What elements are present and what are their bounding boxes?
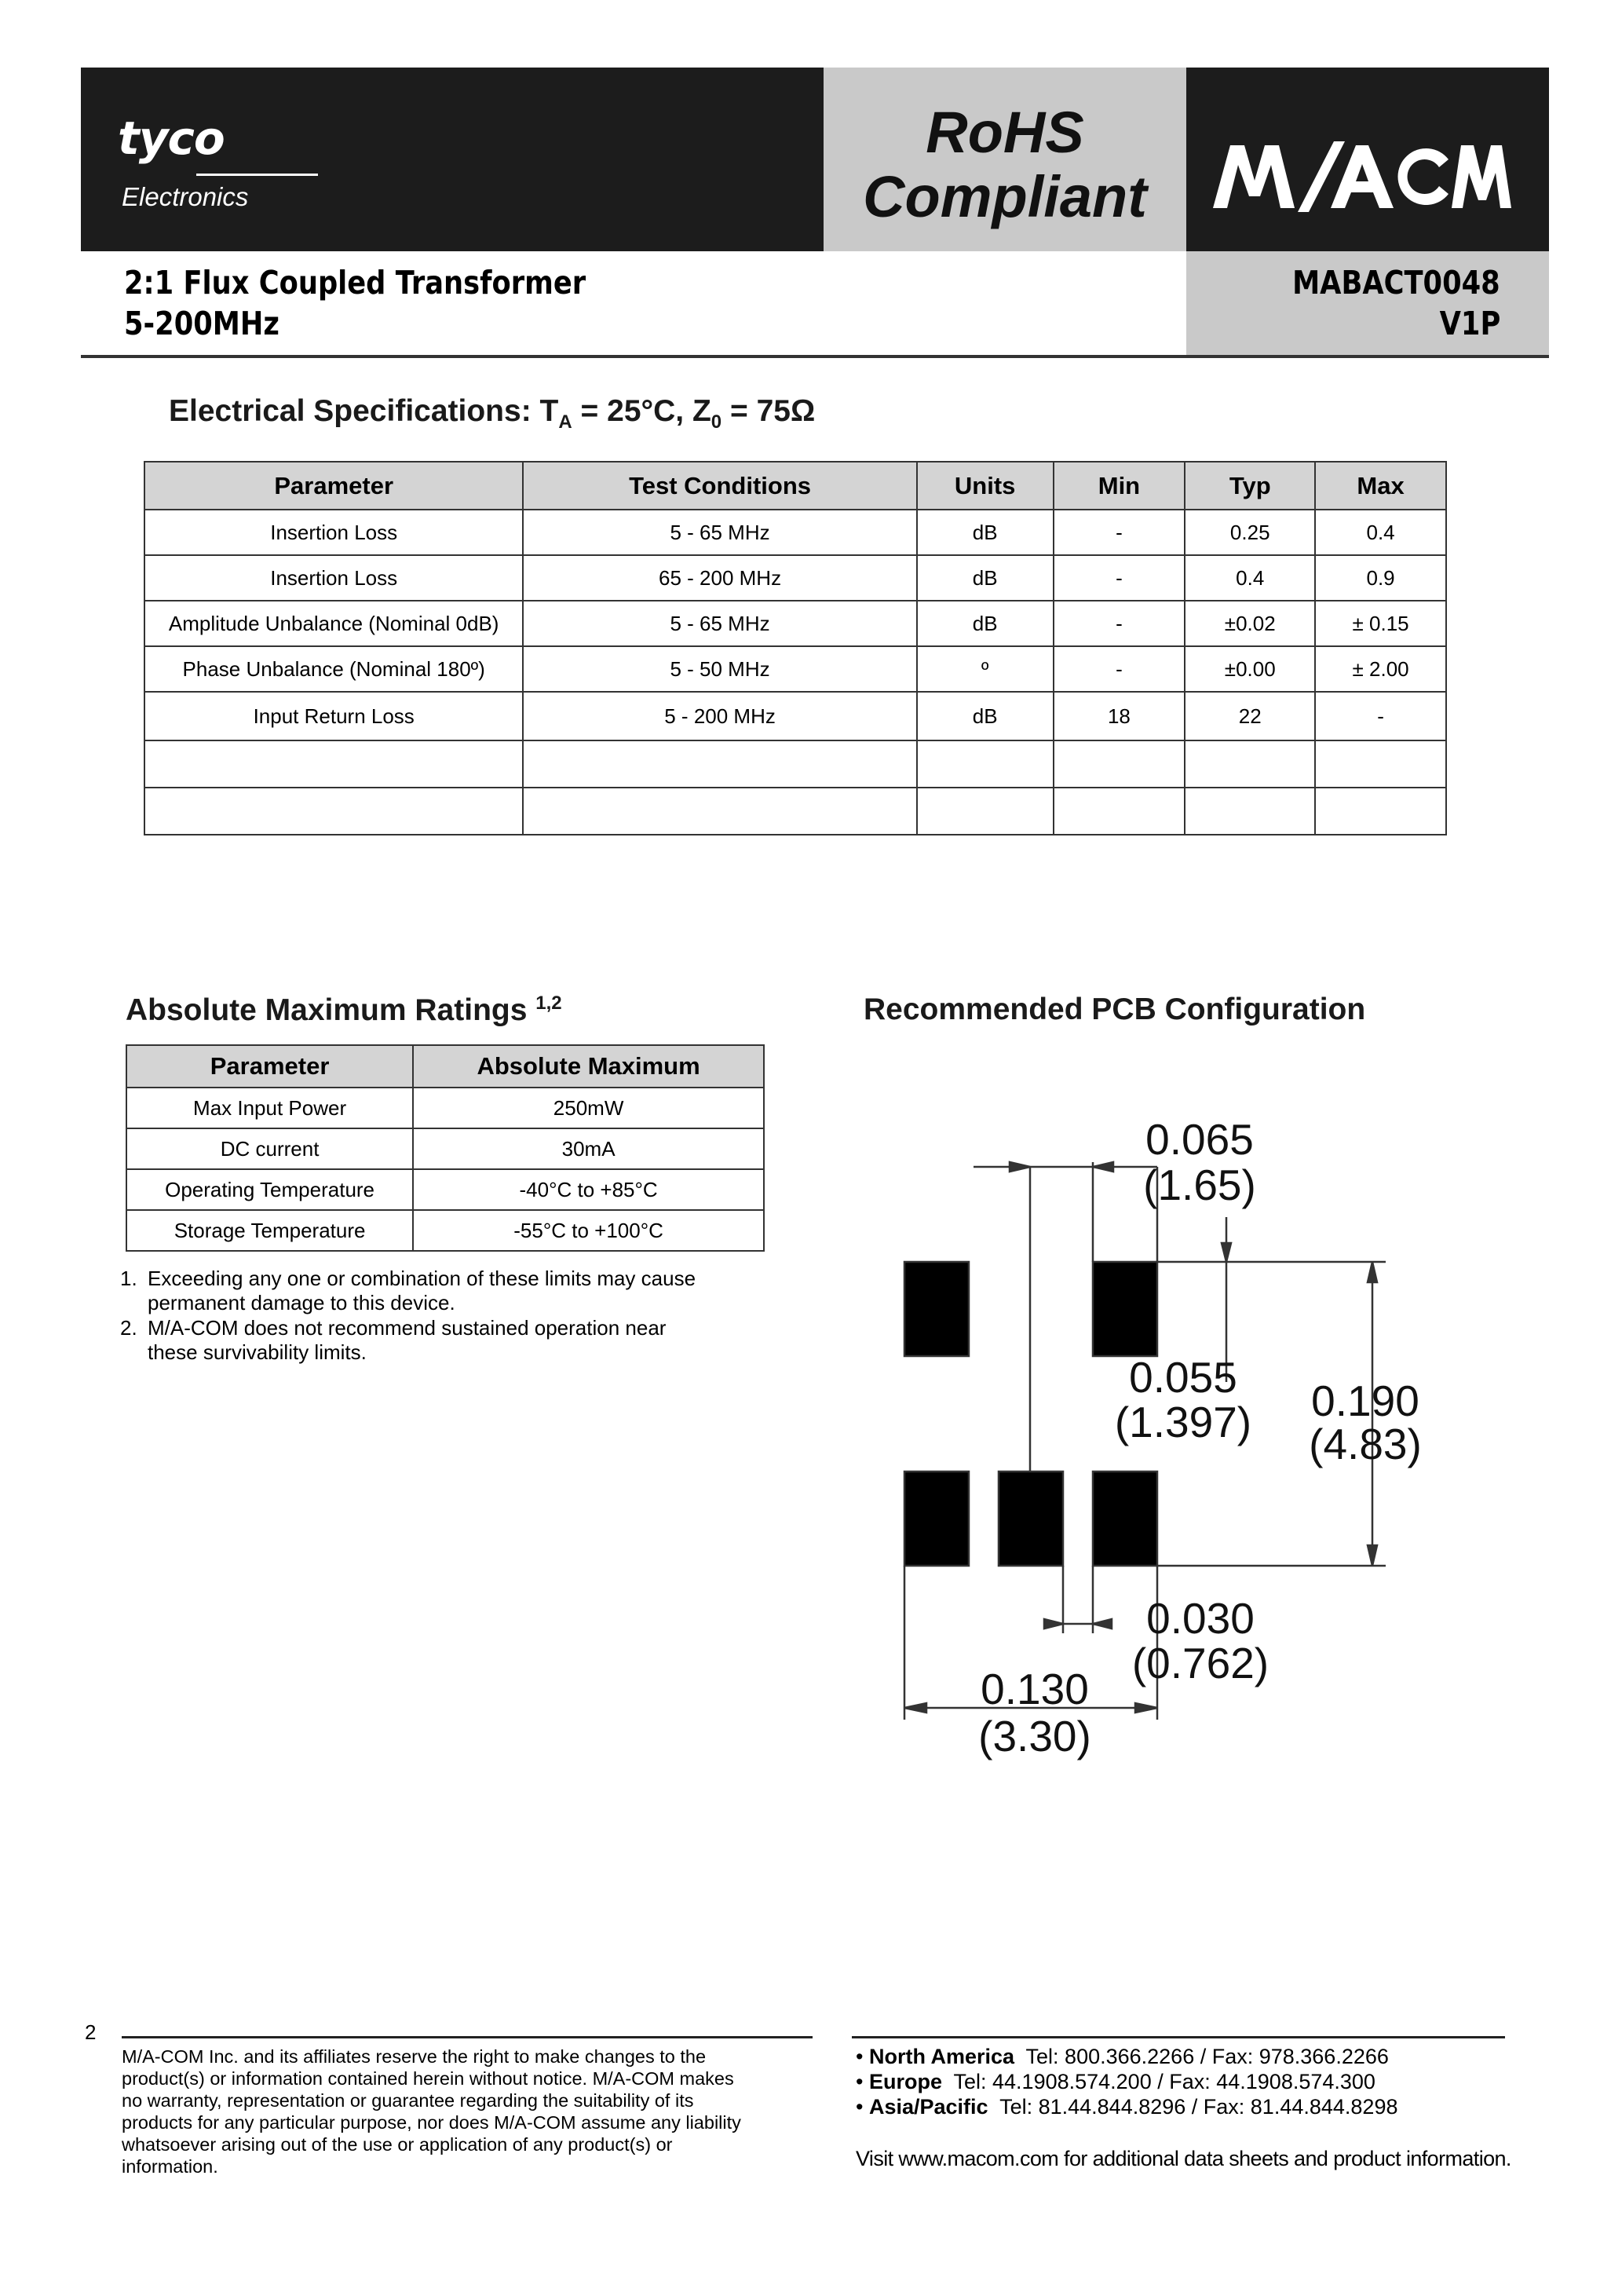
table-cell: - (1054, 646, 1185, 692)
dim-pad-width-in: 0.065 (1145, 1115, 1254, 1164)
footnote-text: these survivability limits. (148, 1340, 367, 1364)
title-divider (81, 355, 1549, 358)
dim-spacing-mm: (0.762) (1131, 1639, 1269, 1687)
table-cell: DC current (126, 1128, 413, 1169)
table-cell (1185, 740, 1315, 788)
table-header-row (126, 1045, 764, 1088)
version: V1P (1439, 305, 1500, 342)
table-cell (144, 788, 523, 835)
column-header: Parameter (126, 1045, 413, 1088)
table-cell (917, 788, 1054, 835)
contact-details: Tel: 81.44.844.8296 / Fax: 81.44.844.8298 (999, 2095, 1398, 2119)
pcb-pad (1093, 1472, 1157, 1566)
dim-spacing-in: 0.030 (1146, 1594, 1255, 1643)
column-header: Parameter (144, 462, 523, 510)
electrical-specs-table (144, 461, 1447, 835)
table-cell (1054, 740, 1185, 788)
table-cell: 18 (1054, 692, 1185, 740)
table-cell (1185, 788, 1315, 835)
part-number: MABACT0048 (1292, 264, 1500, 302)
table-cell: dB (917, 510, 1054, 555)
table-cell: dB (917, 692, 1054, 740)
abs-max-heading: Absolute Maximum Ratings $^{1,2}$ (126, 993, 562, 1027)
table-cell (917, 740, 1054, 788)
disclaimer-line: no warranty, representation or guarantee regarding the suitability of its (122, 2090, 694, 2111)
disclaimer-line: information. (122, 2156, 218, 2177)
table-cell (144, 740, 523, 788)
disclaimer-line: products for any particular purpose, nor does M/A-COM assume any liability (122, 2112, 741, 2133)
rohs-badge-line1: RoHS (926, 100, 1084, 165)
table-cell: Insertion Loss (144, 555, 523, 601)
table-cell: 5 - 200 MHz (523, 692, 916, 740)
footnote-2 (120, 1316, 667, 1364)
table-cell: 65 - 200 MHz (523, 555, 916, 601)
table-row (126, 1088, 764, 1128)
table-cell: 5 - 65 MHz (523, 601, 916, 646)
column-header: Absolute Maximum (413, 1045, 764, 1088)
table-cell: 0.25 (1185, 510, 1315, 555)
tyco-logo-rule (196, 174, 318, 176)
pcb-config-heading: Recommended PCB Configuration (864, 993, 1366, 1026)
table-cell: Operating Temperature (126, 1169, 413, 1210)
contact-region: Asia/Pacific (868, 2095, 988, 2119)
table-cell: 250mW (413, 1088, 764, 1128)
table-cell: Amplitude Unbalance (Nominal 0dB) (144, 601, 523, 646)
page-number: 2 (85, 2020, 97, 2044)
macom-logo (1213, 137, 1511, 216)
table-cell: 0.4 (1315, 510, 1446, 555)
dim-pad-width-mm: (1.65) (1143, 1161, 1256, 1209)
table-cell: ±0.00 (1185, 646, 1315, 692)
table-cell: º (917, 646, 1054, 692)
rohs-badge-line2: Compliant (863, 164, 1147, 229)
footnote-text: M/A-COM does not recommend sustained operation near (148, 1316, 667, 1340)
table-row (144, 646, 1446, 692)
column-header: Typ (1185, 462, 1315, 510)
table-cell: 5 - 50 MHz (523, 646, 916, 692)
dim-pad-gap-in: 0.055 (1129, 1353, 1237, 1402)
pcb-pad (999, 1472, 1063, 1566)
dim-height-in: 0.190 (1311, 1377, 1419, 1425)
table-row (144, 601, 1446, 646)
table-cell: - (1315, 692, 1446, 740)
table-row-empty (144, 788, 1446, 835)
table-cell: ± 0.15 (1315, 601, 1446, 646)
table-cell: ± 2.00 (1315, 646, 1446, 692)
electrical-specs-heading: Electrical Specifications: $T_A = 25^\circ C$, $Z_0 = 75\Omega$ (169, 394, 816, 433)
legal-disclaimer (122, 2046, 805, 2177)
table-row (144, 555, 1446, 601)
table-row (126, 1210, 764, 1251)
table-cell: Phase Unbalance (Nominal 180º) (144, 646, 523, 692)
dim-overall-in: 0.130 (981, 1665, 1089, 1713)
pcb-pad (904, 1262, 969, 1356)
column-header: Min (1054, 462, 1185, 510)
dim-height-mm: (4.83) (1309, 1420, 1422, 1468)
contact-region: North America (868, 2045, 1015, 2068)
table-cell (1054, 788, 1185, 835)
table-row (126, 1169, 764, 1210)
footnote-number: 1. (120, 1267, 137, 1290)
table-cell: Max Input Power (126, 1088, 413, 1128)
table-cell: Storage Temperature (126, 1210, 413, 1251)
tyco-logo-subtitle: Electronics (122, 182, 249, 211)
contact-region: Europe (868, 2070, 942, 2093)
table-cell: 30mA (413, 1128, 764, 1169)
table-cell: Insertion Loss (144, 510, 523, 555)
table-cell (1315, 788, 1446, 835)
table-row (144, 510, 1446, 555)
table-cell (523, 740, 916, 788)
dim-overall-mm: (3.30) (978, 1712, 1091, 1760)
table-cell: - (1054, 601, 1185, 646)
abs-max-table (126, 1044, 765, 1252)
table-cell: -55°C to +100°C (413, 1210, 764, 1251)
table-cell: Input Return Loss (144, 692, 523, 740)
contact-details: Tel: 44.1908.574.200 / Fax: 44.1908.574.300 (953, 2070, 1375, 2093)
table-cell: 0.9 (1315, 555, 1446, 601)
contact-asia-pacific: • Asia/Pacific Tel: 81.44.844.8296 / Fax: 81.44.844.8298 (856, 2095, 1398, 2119)
disclaimer-line: M/A-COM Inc. and its affiliates reserve the right to make changes to the (122, 2046, 707, 2067)
table-cell (1315, 740, 1446, 788)
rohs-badge (824, 101, 1186, 229)
table-cell: ±0.02 (1185, 601, 1315, 646)
contact-details: Tel: 800.366.2266 / Fax: 978.366.2266 (1025, 2045, 1389, 2068)
contact-europe: • Europe Tel: 44.1908.574.200 / Fax: 44.1908.574.300 (856, 2070, 1375, 2093)
table-cell: dB (917, 601, 1054, 646)
table-cell: dB (917, 555, 1054, 601)
footer-divider-right (852, 2036, 1505, 2038)
disclaimer-line: whatsoever arising out of the use or application of any product(s) or (122, 2134, 673, 2155)
table-row (144, 692, 1446, 740)
footnote-text: permanent damage to this device. (148, 1291, 455, 1314)
pcb-pad (904, 1472, 969, 1566)
contact-north-america: • North America Tel: 800.366.2266 / Fax: 978.366.2266 (856, 2045, 1389, 2068)
tyco-logo: tyco (118, 112, 225, 165)
footnote-text: Exceeding any one or combination of these limits may cause (148, 1267, 696, 1290)
table-cell: - (1054, 510, 1185, 555)
dim-pad-gap-mm: (1.397) (1114, 1398, 1252, 1446)
table-row-empty (144, 740, 1446, 788)
table-header-row (144, 462, 1446, 510)
column-header: Test Conditions (523, 462, 916, 510)
table-cell: 0.4 (1185, 555, 1315, 601)
footer-divider-left (122, 2036, 813, 2038)
footnote-1 (120, 1267, 696, 1314)
table-cell: -40°C to +85°C (413, 1169, 764, 1210)
product-title: 2:1 Flux Coupled Transformer (124, 264, 586, 302)
column-header: Units (917, 462, 1054, 510)
pcb-pad (1093, 1262, 1157, 1356)
disclaimer-line: product(s) or information contained herein without notice. M/A-COM makes (122, 2068, 734, 2089)
table-cell: - (1054, 555, 1185, 601)
table-row (126, 1128, 764, 1169)
table-cell (523, 788, 916, 835)
table-cell: 5 - 65 MHz (523, 510, 916, 555)
footnote-number: 2. (120, 1316, 137, 1340)
frequency-range: 5-200MHz (124, 305, 279, 342)
column-header: Max (1315, 462, 1446, 510)
table-cell: 22 (1185, 692, 1315, 740)
website-note: Visit www.macom.com for additional data sheets and product information. (856, 2147, 1511, 2170)
pcb-diagram (864, 1099, 1523, 1775)
